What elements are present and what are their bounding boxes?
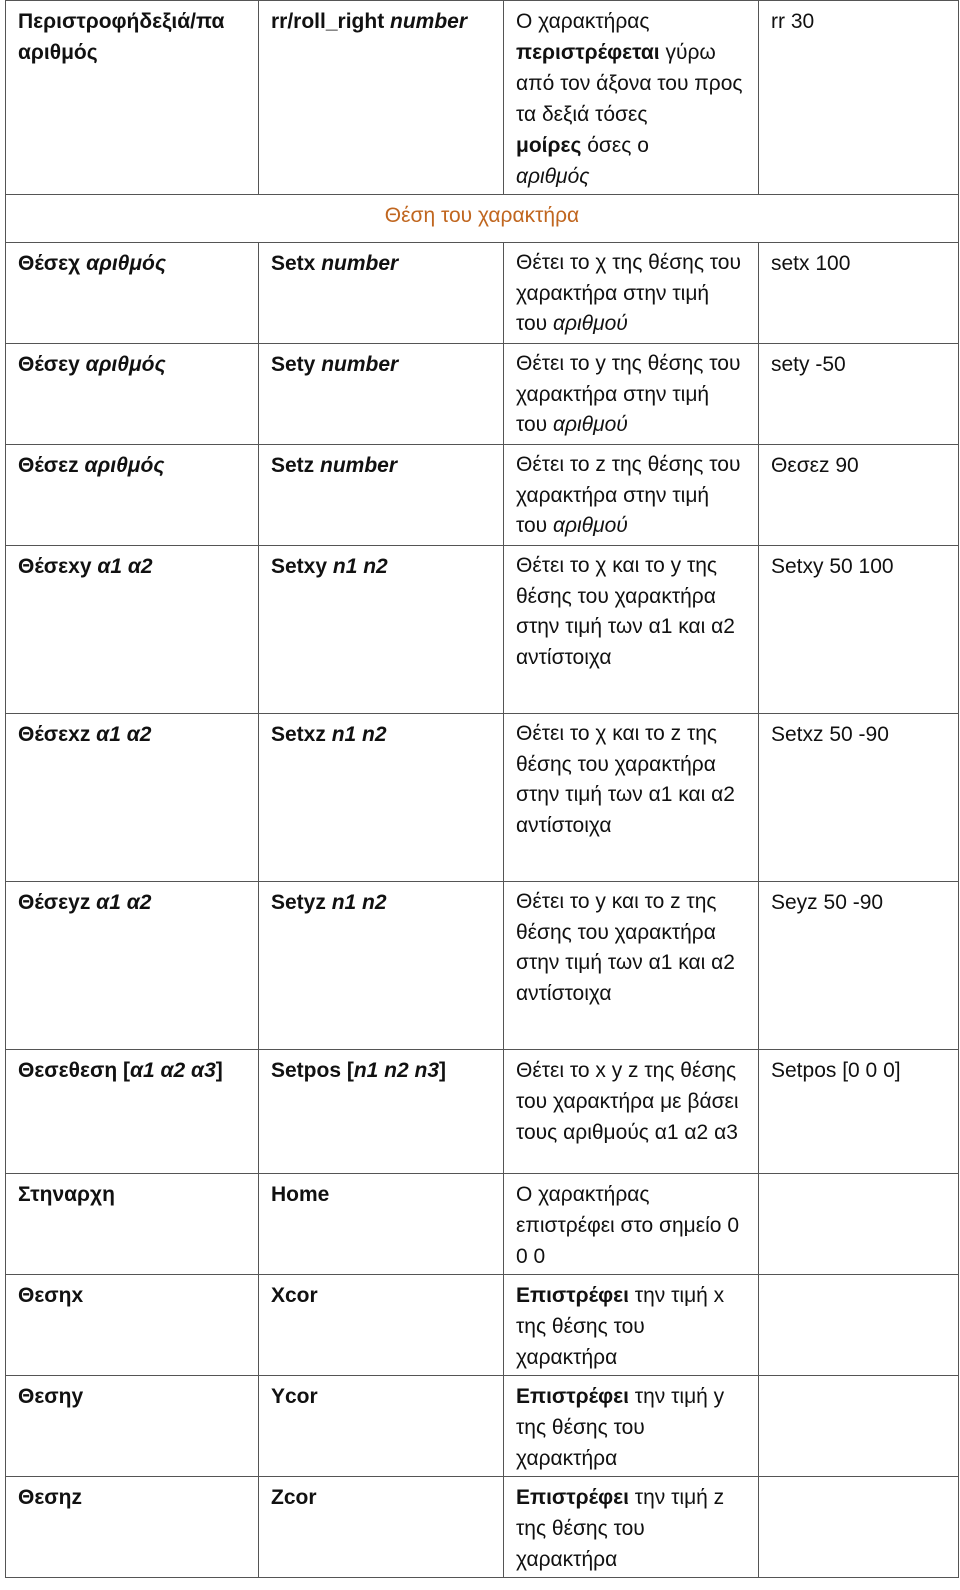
greek-command-arg: α1 α2 bbox=[96, 891, 152, 914]
english-command-bracket: ] bbox=[439, 1059, 447, 1082]
english-command-arg: n1 n2 n3 bbox=[353, 1059, 440, 1082]
greek-command-cell bbox=[6, 1174, 259, 1275]
table-row bbox=[6, 1174, 959, 1275]
greek-command-arg: α1 α2 bbox=[96, 723, 152, 746]
greek-command: Θεσεθεση [ bbox=[18, 1059, 130, 1082]
greek-command-cell bbox=[6, 243, 259, 344]
description-cell bbox=[504, 1, 759, 195]
table-row bbox=[6, 344, 959, 445]
description-text: την τιμή x της θέσης του χαρακτήρα bbox=[516, 1284, 725, 1369]
english-command-cell bbox=[259, 882, 504, 1050]
description-cell bbox=[504, 714, 759, 882]
description-text: όσες ο bbox=[587, 134, 649, 157]
description-italic: αριθμός bbox=[516, 165, 590, 188]
english-command-cell bbox=[259, 1, 504, 195]
description-text: Θέτει το x y z της θέσης του χαρακτήρα με βάσει τους αριθμούς α1 α2 α3 bbox=[516, 1059, 739, 1144]
description-cell bbox=[504, 243, 759, 344]
description-cell bbox=[504, 1275, 759, 1376]
description-cell bbox=[504, 445, 759, 546]
description-bold: Επιστρέφει bbox=[516, 1284, 629, 1307]
example-text: Θεσεz 90 bbox=[771, 454, 859, 477]
greek-command-cell bbox=[6, 445, 259, 546]
description-text: την τιμή z της θέσης του χαρακτήρα bbox=[516, 1486, 725, 1571]
description-italic: αριθμού bbox=[553, 413, 628, 436]
example-cell bbox=[759, 243, 959, 344]
description-bold: περιστρέφεται bbox=[516, 41, 660, 64]
example-cell bbox=[759, 714, 959, 882]
table-row bbox=[6, 1376, 959, 1477]
table-row bbox=[6, 243, 959, 344]
greek-command: Θέσεz bbox=[18, 454, 79, 477]
english-command: Home bbox=[271, 1183, 330, 1206]
example-text: sety -50 bbox=[771, 353, 846, 376]
english-command: Setpos [ bbox=[271, 1059, 354, 1082]
english-command-cell bbox=[259, 1174, 504, 1275]
description-text: την τιμή y της θέσης του χαρακτήρα bbox=[516, 1385, 725, 1470]
section-row bbox=[6, 195, 959, 243]
english-command-cell bbox=[259, 1275, 504, 1376]
english-command-cell bbox=[259, 1376, 504, 1477]
greek-command: Θέσεχ bbox=[18, 252, 81, 275]
example-cell bbox=[759, 1376, 959, 1477]
english-command-arg: n1 n2 bbox=[331, 891, 387, 914]
greek-command: Θέσεy bbox=[18, 353, 80, 376]
english-command-arg: n1 n2 bbox=[331, 723, 387, 746]
table-row bbox=[6, 714, 959, 882]
greek-command-arg: αριθμός bbox=[84, 454, 165, 477]
example-text: Setxy 50 100 bbox=[771, 555, 894, 578]
english-command: Setxz bbox=[271, 723, 326, 746]
english-command-cell bbox=[259, 546, 504, 714]
english-command-arg: number bbox=[321, 353, 399, 376]
english-command-arg: number bbox=[390, 10, 468, 33]
example-text: setx 100 bbox=[771, 252, 851, 275]
description-cell bbox=[504, 1174, 759, 1275]
description-text: Θέτει το y και το z της θέσης του χαρακτήρα στην τιμή των α1 και α2 αντίστοιχα bbox=[516, 890, 735, 1005]
greek-command-cell bbox=[6, 1050, 259, 1174]
greek-command-arg: αριθμός bbox=[85, 353, 166, 376]
greek-command-bracket: ] bbox=[215, 1059, 223, 1082]
description-text: Ο χαρακτήρας επιστρέφει στο σημείο 0 0 0 bbox=[516, 1183, 739, 1268]
english-command-cell bbox=[259, 243, 504, 344]
example-cell bbox=[759, 1174, 959, 1275]
description-bold: Επιστρέφει bbox=[516, 1486, 629, 1509]
description-cell bbox=[504, 1050, 759, 1174]
description-bold: μοίρες bbox=[516, 134, 582, 157]
description-text: Ο χαρακτήρας bbox=[516, 10, 650, 33]
table-row bbox=[6, 1275, 959, 1376]
description-text: Θέτει το χ της θέσης του χαρακτήρα στην τιμή του bbox=[516, 251, 741, 335]
english-command: Xcor bbox=[271, 1284, 318, 1307]
english-command: Setxy bbox=[271, 555, 328, 578]
greek-command-arg: α1 α2 α3 bbox=[129, 1059, 216, 1082]
english-command-arg: number bbox=[321, 252, 399, 275]
table-row bbox=[6, 1, 959, 195]
example-cell bbox=[759, 882, 959, 1050]
description-text: Θέτει το χ και το y της θέσης του χαρακτήρα στην τιμή των α1 και α2 αντίστοιχα bbox=[516, 554, 735, 669]
example-cell bbox=[759, 1477, 959, 1578]
english-command-cell bbox=[259, 1477, 504, 1578]
english-command: Sety bbox=[271, 353, 316, 376]
description-text: γύρω από τον άξονα του προς τα δεξιά τόσες bbox=[516, 41, 743, 126]
example-text: rr 30 bbox=[771, 10, 815, 33]
greek-command: Θεσηz bbox=[18, 1486, 82, 1509]
english-command: Ycor bbox=[271, 1385, 318, 1408]
table-row bbox=[6, 1050, 959, 1174]
english-command: Setyz bbox=[271, 891, 326, 914]
description-italic: αριθμού bbox=[553, 312, 628, 335]
greek-command-arg: αριθμός bbox=[86, 252, 167, 275]
greek-command: Στηναρχη bbox=[18, 1183, 115, 1206]
greek-command-cell bbox=[6, 1, 259, 195]
example-cell bbox=[759, 1, 959, 195]
english-command: Setz bbox=[271, 454, 315, 477]
example-cell bbox=[759, 445, 959, 546]
table-row bbox=[6, 1477, 959, 1578]
greek-command: Θέσεyz bbox=[18, 891, 91, 914]
greek-command: Θέσεxz bbox=[18, 723, 91, 746]
example-cell bbox=[759, 1275, 959, 1376]
description-cell bbox=[504, 344, 759, 445]
example-text: Setpos [0 0 0] bbox=[771, 1059, 901, 1082]
greek-command-cell bbox=[6, 1275, 259, 1376]
english-command: Zcor bbox=[271, 1486, 317, 1509]
english-command-cell bbox=[259, 1050, 504, 1174]
english-command-cell bbox=[259, 445, 504, 546]
description-text: Θέτει το χ και το z της θέσης του χαρακτήρα στην τιμή των α1 και α2 αντίστοιχα bbox=[516, 722, 735, 837]
greek-command-cell bbox=[6, 714, 259, 882]
greek-command: Θεσηy bbox=[18, 1385, 84, 1408]
greek-command-arg: α1 α2 bbox=[97, 555, 153, 578]
greek-command: Περιστροφήδεξιά/πα bbox=[18, 10, 225, 33]
greek-command-cell bbox=[6, 546, 259, 714]
example-text: Setxz 50 -90 bbox=[771, 723, 889, 746]
english-command: rr/roll_right bbox=[271, 10, 385, 33]
description-cell bbox=[504, 1477, 759, 1578]
description-cell bbox=[504, 882, 759, 1050]
description-cell bbox=[504, 1376, 759, 1477]
description-text: Θέτει το z της θέσης του χαρακτήρα στην τιμή του bbox=[516, 453, 741, 537]
greek-command: Θέσεxy bbox=[18, 555, 92, 578]
table-row bbox=[6, 546, 959, 714]
greek-command-cell bbox=[6, 1376, 259, 1477]
description-bold: Επιστρέφει bbox=[516, 1385, 629, 1408]
greek-command-cell bbox=[6, 1477, 259, 1578]
description-cell bbox=[504, 546, 759, 714]
section-title: Θέση του χαρακτήρα bbox=[6, 195, 959, 243]
english-command-cell bbox=[259, 714, 504, 882]
description-italic: αριθμού bbox=[553, 514, 628, 537]
table-row bbox=[6, 445, 959, 546]
example-cell bbox=[759, 344, 959, 445]
english-command: Setx bbox=[271, 252, 316, 275]
greek-command: Θεσηx bbox=[18, 1284, 84, 1307]
greek-command-cell bbox=[6, 882, 259, 1050]
example-cell bbox=[759, 1050, 959, 1174]
commands-table bbox=[5, 0, 959, 1578]
english-command-arg: number bbox=[320, 454, 398, 477]
english-command-arg: n1 n2 bbox=[332, 555, 388, 578]
greek-command-cont: αριθμός bbox=[18, 41, 98, 64]
english-command-cell bbox=[259, 344, 504, 445]
greek-command-cell bbox=[6, 344, 259, 445]
example-cell bbox=[759, 546, 959, 714]
example-text: Seyz 50 -90 bbox=[771, 891, 884, 914]
description-text: Θέτει το y της θέσης του χαρακτήρα στην τιμή του bbox=[516, 352, 741, 436]
table-row bbox=[6, 882, 959, 1050]
